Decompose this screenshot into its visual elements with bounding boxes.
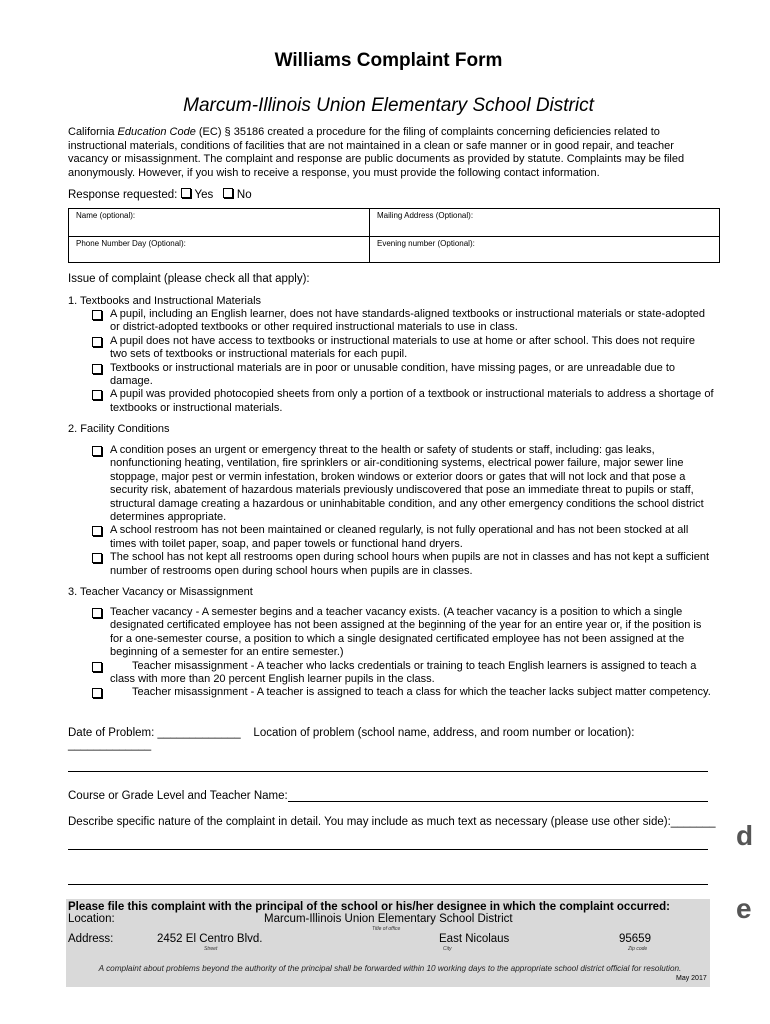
- item-checkbox[interactable]: [92, 526, 102, 536]
- district-name: Marcum-Illinois Union Elementary School District: [183, 95, 594, 116]
- section-items-textbooks: [90, 308, 715, 415]
- section-items-facility: [90, 444, 715, 578]
- complaint-item: [90, 686, 715, 699]
- intro-text-start: California: [68, 126, 118, 138]
- response-yes-label: Yes: [194, 189, 214, 201]
- item-checkbox[interactable]: [92, 310, 102, 320]
- blank-line[interactable]: [68, 771, 708, 772]
- section-title-teacher: 3. Teacher Vacancy or Misassignment: [68, 586, 253, 598]
- location-value: Marcum-Illinois Union Elementary School District: [264, 913, 513, 925]
- complaint-item: [90, 524, 715, 551]
- mailing-address-field[interactable]: Mailing Address (Optional):: [377, 211, 474, 220]
- table-divider: [69, 236, 719, 237]
- complaint-item: [90, 362, 715, 389]
- intro-text-rest: (EC) § 35186 created a procedure for the filing of complaints concerning deficiencies related to instructional materials, conditions of facilities that are not maintained in a clean or safe manner or in good repair, and teacher vacancy or misassignment. The complaint and response are public documents as provided by statute. Complaints may be filed anonymously. However, if you wish to receive a response, you must provide the following contact information.: [68, 126, 685, 179]
- zip-caption: Zip code: [628, 946, 648, 952]
- item-text: A condition poses an urgent or emergency threat to the health or safety of students or staff, including: gas leaks, nonfunctioning heating, ventilation, fire sprinklers or air-conditioning systems, electrical power failure, major sewer line stoppage, major pest or vermin infestation, broken windows or exterior doors or gates that will not lock and that pose a security risk, abatement of hazardous materials previously undiscovered that pose an immediate threat to pupils or staff, structural damage creating a hazardous or uninhabitable condition, and any other emergency conditions the school district determines appropriate.: [110, 444, 704, 524]
- zip-value: 95659: [619, 933, 651, 945]
- response-no-checkbox[interactable]: [223, 188, 233, 198]
- location-label: Location:: [68, 913, 115, 925]
- item-text: A school restroom has not been maintained or cleaned regularly, is not fully operational and has not been stocked at all times with toilet paper, soap, and paper towels or functional hand dryers.: [110, 524, 689, 550]
- address-label: Address:: [68, 933, 114, 945]
- response-yes-checkbox[interactable]: [181, 188, 191, 198]
- complaint-item: [90, 606, 715, 660]
- item-text: Textbooks or instructional materials are in poor or unusable condition, have missing pages, or are unreadable due to damage.: [110, 361, 675, 388]
- intro-code-name: Education Code: [117, 126, 196, 138]
- course-teacher-line[interactable]: [288, 801, 708, 802]
- city-value: East Nicolaus: [439, 933, 510, 945]
- edge-letter-d: d: [736, 820, 754, 851]
- name-field[interactable]: Name (optional):: [76, 211, 136, 220]
- item-checkbox[interactable]: [92, 446, 102, 456]
- location-caption: Title of office: [372, 926, 401, 932]
- item-checkbox[interactable]: [92, 608, 102, 618]
- item-text: Teacher misassignment - A teacher is assigned to teach a class for which the teacher lacks subject matter competency.: [132, 686, 711, 699]
- response-label: Response requested:: [68, 189, 178, 201]
- intro-paragraph: [68, 126, 713, 180]
- item-text: Teacher misassignment - A teacher who lacks credentials or training to teach English learners is assigned to teach a class with more than 20 percent English learner pupils in the class.: [110, 659, 697, 686]
- item-checkbox[interactable]: [92, 364, 102, 374]
- blank-line[interactable]: [68, 849, 708, 850]
- describe-complaint-label: Describe specific nature of the complaint in detail. You may include as much text as necessary (please use other side):_______: [68, 816, 716, 828]
- item-checkbox[interactable]: [92, 337, 102, 347]
- date-of-problem-field[interactable]: Date of Problem: _____________: [68, 727, 241, 739]
- form-title: Williams Complaint Form: [274, 50, 503, 71]
- revision-date: May 2017: [676, 975, 707, 982]
- forwarding-footnote: A complaint about problems beyond the authority of the principal shall be forwarded within 10 working days to the appropriate school district official for resolution.: [98, 964, 682, 973]
- item-checkbox[interactable]: [92, 688, 102, 698]
- item-checkbox[interactable]: [92, 553, 102, 563]
- city-caption: City: [443, 946, 452, 952]
- response-requested: [68, 188, 252, 201]
- item-checkbox[interactable]: [92, 390, 102, 400]
- item-checkbox[interactable]: [92, 662, 102, 672]
- complaint-item: [90, 388, 715, 415]
- complaint-item: [90, 308, 715, 335]
- response-no-label: No: [236, 189, 252, 201]
- edge-letter-e: e: [736, 893, 752, 924]
- complaint-item: [90, 444, 715, 524]
- blank-line[interactable]: [68, 884, 708, 885]
- phone-day-field[interactable]: Phone Number Day (Optional):: [76, 239, 186, 248]
- complaint-item: [90, 335, 715, 362]
- course-teacher-label: Course or Grade Level and Teacher Name:: [68, 790, 288, 802]
- item-text: The school has not kept all restrooms open during school hours when pupils are not in classes and has not kept a sufficient number of restrooms open during school hours when pupils are in classes.: [110, 551, 710, 577]
- filing-instructions: Please file this complaint with the principal of the school or his/her designee in which the complaint occurred:: [68, 901, 670, 913]
- course-teacher-field[interactable]: [68, 790, 288, 802]
- location-of-problem-field[interactable]: Location of problem (school name, address, and room number or location): _____________: [68, 727, 635, 751]
- complaint-item: [90, 551, 715, 578]
- date-location-line: [68, 727, 713, 751]
- section-title-textbooks: 1. Textbooks and Instructional Materials: [68, 295, 262, 307]
- item-text: A pupil was provided photocopied sheets from only a portion of a textbook or instructional materials to address a shortage of textbooks or instructional materials.: [110, 388, 714, 414]
- street-caption: Street: [204, 946, 218, 952]
- section-title-facility: 2. Facility Conditions: [68, 423, 170, 435]
- item-text: Teacher vacancy - A semester begins and a teacher vacancy exists. (A teacher vacancy is a position to which a single designated certificated employee has not been assigned at the beginning of the year for an entire year or, if the position is for a one-semester course, a position to which a single designated certificated employee has not been assigned at the beginning of a semester for an entire semester.): [110, 606, 702, 659]
- issue-label: Issue of complaint (please check all that apply):: [68, 273, 310, 285]
- item-text: A pupil, including an English learner, does not have standards-aligned textbooks or instructional materials or state-adopted or district-adopted textbooks or other required instructional materials to use in class.: [110, 308, 705, 334]
- complaint-item: [90, 660, 715, 687]
- street-value: 2452 El Centro Blvd.: [157, 933, 263, 945]
- evening-number-field[interactable]: Evening number (Optional):: [377, 239, 475, 248]
- section-items-teacher: [90, 606, 715, 700]
- item-text: A pupil does not have access to textbooks or instructional materials to use at home or after school. This does not require two sets of textbooks or instructional materials for each pupil.: [110, 334, 695, 361]
- contact-info-table: [68, 208, 720, 263]
